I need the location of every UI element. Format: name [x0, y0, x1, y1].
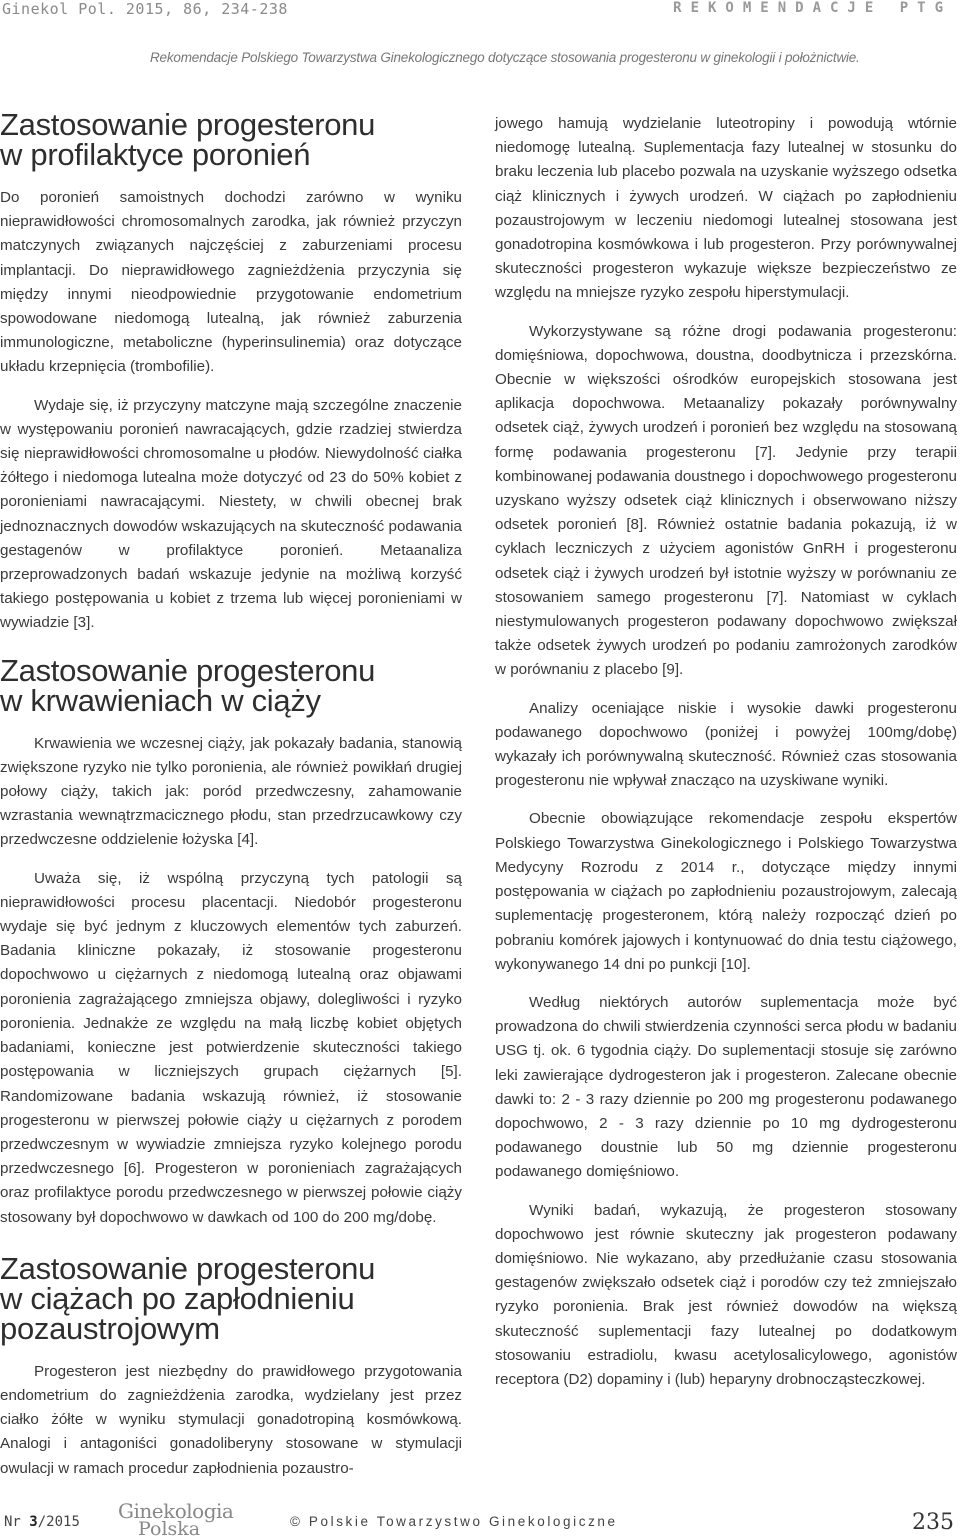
heading-line: Zastosowanie progesteronu — [0, 652, 376, 688]
issue-number — [4, 1514, 80, 1530]
journal-citation: Ginekol Pol. 2015, 86, 234-238 — [2, 0, 288, 18]
paragraph: jowego hamują wydzielanie luteotropiny i powodują wtórnie niedomogę lutealną. Suplementacja fazy lutealnej w stosunku do braku leczenia lub placebo pozwala na uzyskanie wyższego odsetka ciąż klinicznych i żywych urodzeń. W ciążach po zapłodnieniu pozaustrojowym w leczeniu niedomogi lutealnej stosowana jest gonadotropina kosmówkowa i lub progesteron. Przy porównywalnej skuteczności progesteron wykazuje większe bezpieczeństwo ze względu na mniejsze ryzyko zespołu hiperstymulacji. — [495, 115, 957, 302]
paragraph: Obecnie obowiązujące rekomendacje zespołu ekspertów Polskiego Towarzystwa Ginekologicznego i Polskiego Towarzystwa Medycyny Rozrodu z 2014 r., dotyczące między innymi postępowania w ciążach po zapłodnieniu pozaustrojowym, zalecają suplementację progesteronem, którą należy rozpocząć dzień po pobraniu komórek jajowych i kontynuować do dnia testu ciążowego, wykonywanego 14 dni po punkcji [10]. — [495, 810, 957, 973]
section-label: REKOMENDACJE PTG — [673, 0, 952, 16]
paragraph: Uważa się, iż wspólną przyczyną tych patologii są nieprawidłowości procesu placentacji. Niedobór progesteronu wydaje się być jednym z kluczowych elementów tych zaburzeń. Badania kliniczne pokazały, iż stosowanie progesteronu dopochwowo u ciężarnych z niedomogą lutealną oraz objawami poronienia zagrażającego zmniejsza objawy, dolegliwości i ryzyko poronienia. Jednakże ze względu na małą liczbę kobiet objętych badaniami, konieczne jest potwierdzenie skuteczności takiego postępowania w liczniejszych grupach ciężarnych [5]. Randomizowane badania wskazują również, iż stosowanie progesteronu w pierwszej połowie ciąży u ciężarnych z porodem przedwczesnym w wywiadzie zmniejsza ryzyko kolejnego porodu przedwczesnego [6]. Progesteron w poronieniach zagrażających oraz profilaktyce porodu przedwczesnego w pierwszej połowie ciąży stosowany był dopochwowo w dawkach od 100 do 200 mg/dobę. — [0, 869, 462, 1226]
issue-num: 3 — [29, 1514, 38, 1530]
right-column — [495, 112, 957, 1406]
paragraph: Krwawienia we wczesnej ciąży, jak pokazały badania, stanowią zwiększone ryzyko nie tylko poronienia, ale również powikłań drugiej połowy ciąży, takich jak: poród przedwczesny, zahamowanie wzrastania wewnątrzmacicznego płodu, stan przedrzucawkowy czy przedwczesne oddzielenie łożyska [4]. — [0, 734, 462, 849]
heading-ivf — [0, 1250, 462, 1346]
paragraph: Wydaje się, iż przyczyny matczyne mają szczególne znaczenie w występowaniu poronień nawracających, gdzie rzadziej stwierdza się nieprawidłowości chromosomalne u płodów. Niewydolność ciałka żółtego i niedomoga lutealna może dotyczyć od 23 do 50% kobiet z poronieniami nawracającymi. Niestety, w chwili obecnej brak jednoznacznych dowodów wskazujących na skuteczność podawania gestagenów w profilaktyce poronień. Metaanaliza przeprowadzonych badań wskazuje jedynie na możliwą korzyść takiego postępowania u kobiet z trzema lub więcej poronieniami w wywiadzie [3]. — [0, 396, 462, 632]
heading-line: w profilaktyce poronień — [0, 137, 311, 172]
journal-logo — [118, 1499, 234, 1540]
issue-prefix: Nr — [4, 1514, 30, 1530]
page-number: 235 — [912, 1510, 954, 1535]
paragraph: Wykorzystywane są różne drogi podawania progesteronu: domięśniowa, dopochwowa, doustna, doodbytnicza i przezskórna. Obecnie w większości ośrodków europejskich stosowana jest aplikacja dopochwowa. Metaanalizy pokazały porównywalny odsetek ciąż, żywych urodzeń i poronień bez względu na stosowaną formę podawania progesteronu [7]. Jedynie przy terapii kombinowanej podawania doustnego i dopochwowego progesteronu uzyskano wyższy odsetek ciąż klinicznych i obserwowano niższy odsetek poronień [8]. Również ostatnie badania pokazują, iż w cyklach leczniczych z użyciem agonistów GnRH i progesteronu odsetek ciąż i żywych urodzeń był istotnie wyższy w porównaniu ze stosowaniem samego progesteronu [7]. Natomiast w cyklach niestymulowanych progesteron podawany dopochwowo zwiększał także odsetek żywych urodzeń po podaniu zamrożonych zarodków w porównaniu z placebo [9]. — [495, 322, 957, 679]
heading-krwawienia — [0, 652, 462, 718]
logo-line-2: Polska — [138, 1518, 201, 1540]
logo-line-1: Ginekologia — [118, 1499, 234, 1523]
paragraph: Według niektórych autorów suplementacja może być prowadzona do chwili stwierdzenia czynności serca płodu w badaniu USG tj. ok. 6 tygodnia ciąży. Do suplementacji stosuje się zarówno leki zawierające dydrogesteron jak i progesteron. Zalecane obecnie dawki to: 2 - 3 razy dziennie po 200 mg progesteronu podawanego dopochwowo, 2 - 3 razy dziennie po 10 mg dydrogesteronu podawanego doustnie lub 50 mg dziennie progesteronu podawanego domięśniowo. — [495, 993, 957, 1181]
paragraph: Do poronień samoistnych dochodzi zarówno w wyniku nieprawidłowości chromosomalnych zarodka, jak również przyczyn matczynych związanych najczęściej z zaburzeniami procesu implantacji. Do nieprawidłowego zagnieżdżenia przyczynia się między innymi nieodpowiednie przygotowanie endometrium spowodowane niedomogą lutealną, jak również zaburzenia immunologiczne, metaboliczne (hyperinsulinemia) oraz dotyczące układu krzepnięcia (trombofilie). — [0, 189, 462, 376]
copyright-society: © Polskie Towarzystwo Ginekologiczne — [290, 1514, 618, 1529]
heading-line: w krwawieniach w ciąży — [0, 682, 321, 718]
heading-line: pozaustrojowym — [0, 1310, 220, 1346]
heading-line: Zastosowanie progesteronu — [0, 107, 376, 142]
paragraph: Progesteron jest niezbędny do prawidłowego przygotowania endometrium do zagnieżdżenia zarodka, wydzielany jest przez ciałko żółte w wyniku stymulacji gonadotropiną kosmówkową. Analogi i antagoniści gonadoliberyny stosowane w stymulacji owulacji w ramach procedur zapłodnienia pozaustro- — [0, 1362, 462, 1477]
heading-line: Zastosowanie progesteronu — [0, 1250, 376, 1286]
running-subtitle: Rekomendacje Polskiego Towarzystwa Ginekologicznego dotyczące stosowania progesteronu w ginekologii i położnictwie. — [150, 50, 860, 65]
heading-profilaktyka — [0, 107, 462, 172]
issue-year: /2015 — [37, 1514, 80, 1530]
paragraph: Wyniki badań, wykazują, że progesteron stosowany dopochwowo jest równie skuteczny jak progesteron podawany domięśniowo. Nie wykazano, aby przedłużanie czasu stosowania gestagenów zwiększało odsetek ciąż i porodów czy też zmniejszało ryzyko poronienia. Brak jest również dowodów na większą skuteczność suplementacji fazy lutealnej po dodatkowym stosowaniu estradiolu, kwasu acetylosalicylowego, agonistów receptora (D2) dopaminy i (lub) heparyny drobnocząsteczkowej. — [495, 1201, 957, 1388]
page-footer — [0, 1499, 960, 1540]
paragraph: Analizy oceniające niskie i wysokie dawki progesteronu podawanego dopochwowo (poniżej i powyżej 100mg/dobę) wykazały ich porównywalną skuteczność. Również czas stosowania progesteronu nie wpływał znacząco na uzyskiwane wyniki. — [495, 699, 957, 790]
heading-line: w ciążach po zapłodnieniu — [0, 1280, 355, 1316]
left-column — [0, 107, 462, 1495]
